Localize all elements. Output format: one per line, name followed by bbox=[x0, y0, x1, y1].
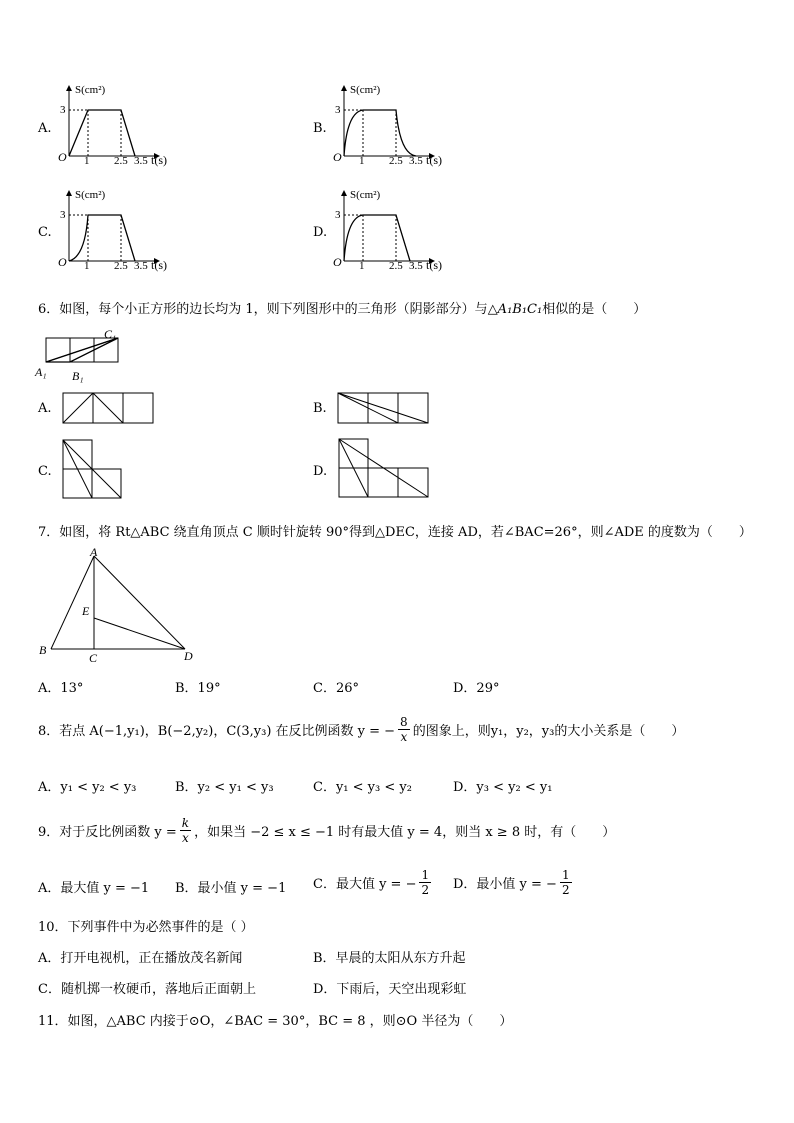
x-tick-1: 1 bbox=[359, 155, 365, 167]
q10-option-d[interactable]: D．下雨后，天空出现彩虹 bbox=[313, 982, 467, 997]
q7-option-b[interactable]: B．19° bbox=[175, 681, 221, 696]
q5-graph-d bbox=[330, 185, 460, 277]
graph-curve bbox=[69, 110, 135, 156]
fraction-numerator: 8 bbox=[400, 715, 408, 729]
q10-option-a[interactable]: A．打开电视机，正在播放茂名新闻 bbox=[38, 951, 243, 966]
y-tick-3: 3 bbox=[60, 209, 66, 221]
graph-curve bbox=[344, 110, 416, 156]
fraction-numerator: 1 bbox=[561, 868, 570, 882]
q8-stem-text: 8．若点 A(−1,y₁)，B(−2,y₂)，C(3,y₃) 在反比例函数 y = − bbox=[38, 724, 396, 739]
option-fraction bbox=[419, 868, 431, 897]
graph-curve bbox=[69, 215, 135, 261]
q6-option-b-figure[interactable] bbox=[337, 392, 432, 424]
q6-stem-tail: 相似的是（ ） bbox=[542, 302, 647, 317]
x-axis-label: t(s) bbox=[151, 258, 167, 272]
q10-stem: 10．下列事件中为必然事件的是（ ） bbox=[38, 920, 254, 935]
q9-stem-text: 9．对于反比例函数 y = bbox=[38, 825, 177, 840]
q6-option-a-letter[interactable]: A. bbox=[38, 401, 52, 416]
q10-option-b[interactable]: B．早晨的太阳从东方升起 bbox=[313, 951, 466, 966]
q6-option-c-letter[interactable]: C. bbox=[38, 464, 52, 479]
fraction-denominator: 2 bbox=[561, 883, 570, 897]
q8-option-d[interactable]: D．y₃ < y₂ < y₁ bbox=[453, 780, 553, 795]
fraction-numerator: k bbox=[181, 816, 190, 830]
x-axis-label: t(s) bbox=[426, 153, 442, 167]
q6-stem bbox=[38, 298, 646, 317]
origin-label: O bbox=[58, 255, 67, 269]
option-letter: B. bbox=[313, 121, 327, 136]
q6-option-b-letter[interactable]: B. bbox=[313, 401, 327, 416]
label-e: E bbox=[82, 604, 90, 618]
q9-stem bbox=[38, 816, 615, 845]
q7-option-c[interactable]: C．26° bbox=[313, 681, 359, 696]
q10-option-c[interactable]: C．随机掷一枚硬币，落地后正面朝上 bbox=[38, 982, 256, 997]
label-c: C bbox=[89, 651, 98, 665]
x-axis-label: t(s) bbox=[151, 153, 167, 167]
option-letter: D. bbox=[313, 225, 328, 240]
q6-option-a-figure[interactable] bbox=[62, 392, 157, 424]
label-a: A bbox=[90, 545, 98, 559]
origin-label: O bbox=[333, 150, 342, 164]
x-tick-2.5: 2.5 bbox=[114, 155, 128, 167]
y-axis-label: S(cm²) bbox=[350, 189, 381, 201]
option-letter: A. bbox=[38, 121, 52, 136]
option-text: D．最小值 y = − bbox=[453, 877, 557, 892]
x-tick-2.5: 2.5 bbox=[389, 155, 403, 167]
q5-graph-a bbox=[55, 80, 185, 172]
label-c1: C₁ bbox=[104, 327, 117, 341]
q9-option-a[interactable]: A．最大值 y = −1 bbox=[38, 881, 150, 896]
q8-stem-tail: 的图象上，则y₁，y₂，y₃的大小关系是（ ） bbox=[412, 724, 685, 739]
q8-fraction bbox=[398, 715, 410, 744]
q8-option-b[interactable]: B．y₂ < y₁ < y₃ bbox=[175, 780, 274, 795]
y-axis-label: S(cm²) bbox=[350, 84, 381, 96]
y-axis-label: S(cm²) bbox=[75, 189, 106, 201]
q5-graph-b bbox=[330, 80, 460, 172]
y-axis-label: S(cm²) bbox=[75, 84, 106, 96]
q6-option-d-figure[interactable] bbox=[338, 438, 432, 500]
label-a1: A₁ bbox=[35, 365, 47, 379]
option-letter: C. bbox=[38, 225, 52, 240]
x-tick-1: 1 bbox=[84, 260, 90, 272]
x-tick-3.5: 3.5 bbox=[134, 260, 148, 272]
y-tick-3: 3 bbox=[335, 209, 341, 221]
option-text: C．最大值 y = − bbox=[313, 877, 417, 892]
origin-label: O bbox=[333, 255, 342, 269]
x-tick-1: 1 bbox=[359, 260, 365, 272]
q9-fraction bbox=[180, 816, 191, 845]
q6-option-d-letter[interactable]: D. bbox=[313, 464, 328, 479]
q7-stem: 7．如图，将 Rt△ABC 绕直角顶点 C 顺时针旋转 90°得到△DEC，连接 AD，若∠BAC=26°，则∠ADE 的度数为（ ） bbox=[38, 525, 752, 540]
q8-option-c[interactable]: C．y₁ < y₃ < y₂ bbox=[313, 780, 412, 795]
fraction-denominator: x bbox=[400, 730, 408, 744]
q8-option-a[interactable]: A．y₁ < y₂ < y₃ bbox=[38, 780, 137, 795]
x-axis-label: t(s) bbox=[426, 258, 442, 272]
x-tick-2.5: 2.5 bbox=[389, 260, 403, 272]
q6-stem-text: 6．如图，每个小正方形的边长均为 1，则下列图形中的三角形（阴影部分）与 bbox=[38, 302, 488, 317]
fraction-denominator: 2 bbox=[421, 883, 430, 897]
q9-option-d[interactable] bbox=[453, 868, 572, 897]
q6-stem-triangle: △A₁B₁C₁ bbox=[487, 302, 543, 317]
q8-stem bbox=[38, 715, 684, 744]
x-tick-3.5: 3.5 bbox=[409, 260, 423, 272]
fraction-denominator: x bbox=[182, 831, 189, 845]
label-b: B bbox=[39, 643, 47, 657]
y-tick-3: 3 bbox=[335, 104, 341, 116]
graph-curve bbox=[344, 215, 410, 261]
origin-label: O bbox=[58, 150, 67, 164]
q7-option-a[interactable]: A．13° bbox=[38, 681, 84, 696]
q9-option-c[interactable] bbox=[313, 868, 431, 897]
q7-option-d[interactable]: D．29° bbox=[453, 681, 500, 696]
q6-option-c-figure[interactable] bbox=[62, 439, 126, 501]
fraction-numerator: 1 bbox=[421, 868, 430, 882]
x-tick-2.5: 2.5 bbox=[114, 260, 128, 272]
x-tick-3.5: 3.5 bbox=[409, 155, 423, 167]
q7-figure bbox=[34, 544, 204, 668]
x-tick-1: 1 bbox=[84, 155, 90, 167]
option-fraction bbox=[560, 868, 572, 897]
q5-graph-c bbox=[55, 185, 185, 277]
q11-stem: 11．如图，△ABC 内接于⊙O，∠BAC = 30°，BC = 8 ，则⊙O 半径为（ ） bbox=[38, 1014, 513, 1029]
x-tick-3.5: 3.5 bbox=[134, 155, 148, 167]
label-d: D bbox=[184, 649, 193, 663]
q6-reference-figure bbox=[34, 326, 134, 386]
q9-stem-tail: ，如果当 −2 ≤ x ≤ −1 时有最大值 y = 4，则当 x ≥ 8 时，有（ ） bbox=[194, 825, 616, 840]
y-tick-3: 3 bbox=[60, 104, 66, 116]
q9-option-b[interactable]: B．最小值 y = −1 bbox=[175, 881, 287, 896]
label-b1: B₁ bbox=[72, 369, 84, 383]
